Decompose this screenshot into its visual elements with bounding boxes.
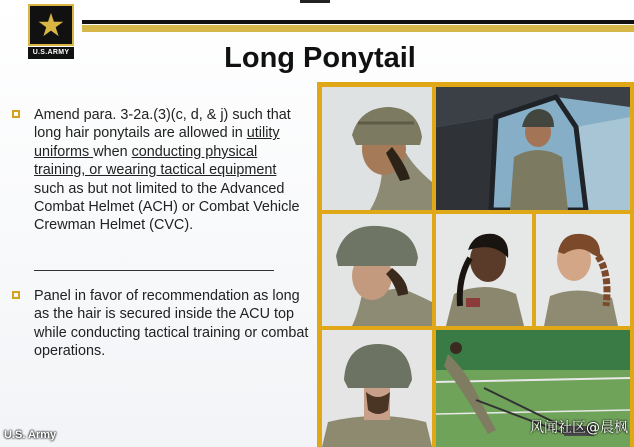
top-edge-mark xyxy=(300,0,330,3)
star-icon: ★ xyxy=(36,7,66,43)
bullet-1 xyxy=(12,106,308,266)
bullet-1-text-a: Amend para. 3-2a.(3)(c, d, & j) such that long hair ponytails are allowed in xyxy=(34,107,291,142)
bullet-square-icon xyxy=(12,291,20,299)
slide-title: Long Ponytail xyxy=(224,42,416,74)
logo-box xyxy=(28,4,74,46)
bullet-square-icon xyxy=(12,110,20,118)
bullet-1-text-c: such as but not limited to the Advanced Combat Helmet (ACH) or Combat Vehicle Crewman Helmet (CVC). xyxy=(34,180,300,234)
logo-text: U.S.ARMY xyxy=(28,47,74,59)
photo-soldier-helmet-back xyxy=(322,330,432,447)
header-gold-bar xyxy=(82,25,634,32)
photo-credit: U.S. Army xyxy=(4,429,57,441)
photo-soldier-helmet-side xyxy=(322,214,432,326)
header-black-bar xyxy=(82,20,634,24)
bullet-1-underline-a: utility uniforms xyxy=(34,125,280,160)
bullet-2-text: Panel in favor of recommendation as long as the hair is secured inside the ACU top while conducting tactical training or combat operations. xyxy=(34,288,309,360)
photo-soldier-helmet-profile xyxy=(322,87,432,210)
photo-soldier-braided-ponytail xyxy=(536,214,630,326)
photo-panel xyxy=(317,82,634,447)
bullet-divider xyxy=(34,270,274,271)
bullet-1-underline-b: conducting physical training, or wearing tactical equipment xyxy=(34,143,277,179)
photo-soldier-in-cockpit xyxy=(436,87,630,210)
bullet-2 xyxy=(12,287,308,367)
us-army-logo xyxy=(28,4,74,60)
watermark: 风闻社区@晨枫 xyxy=(530,420,628,436)
bullet-1-text xyxy=(34,106,310,235)
photo-soldier-with-braids xyxy=(436,214,532,326)
bullet-1-text-b: when xyxy=(93,143,132,160)
